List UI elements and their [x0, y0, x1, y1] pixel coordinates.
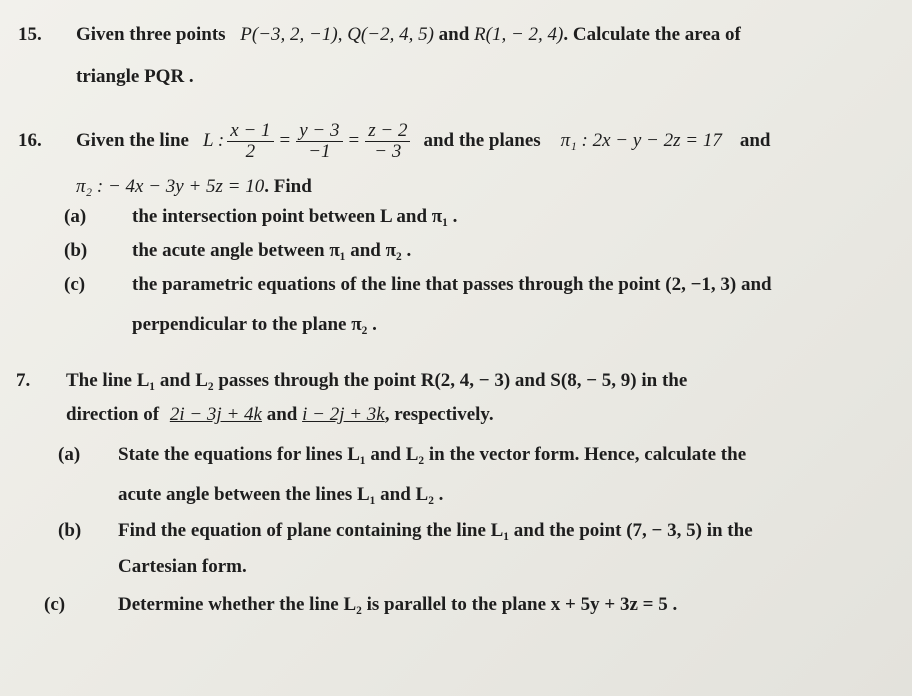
vector-1: 2i − 3j + 4k: [169, 404, 262, 425]
q7-b-label: (b): [58, 520, 82, 541]
q16-planes: and the planes: [423, 130, 541, 151]
q16-b-label: (b): [64, 240, 88, 261]
q16-a-text: the intersection point between L and π₁ .: [132, 206, 458, 227]
question-15-number: 15.: [18, 24, 42, 45]
plane-pi2-line: [76, 176, 312, 198]
point-r: R(1, − 2, 4): [474, 24, 564, 45]
q7-direction-line: [66, 404, 494, 426]
q7-and: and: [266, 404, 298, 425]
q16-a-label: (a): [64, 206, 87, 227]
q15-triangle: triangle PQR .: [76, 66, 194, 87]
q7-b-text: Find the equation of plane containing the line L₁ and the point (7, − 3, 5) in the: [118, 520, 753, 541]
q15-and: and: [438, 24, 470, 45]
q7-b-text2: Cartesian form.: [118, 556, 247, 577]
fraction-x: $\frac{x - 1}{2}$: [227, 121, 273, 162]
point-p: P(−3, 2, −1): [240, 24, 338, 45]
q7-a-text: State the equations for lines L₁ and L₂ in the vector form. Hence, calculate the: [118, 444, 747, 465]
q16-find: . Find: [264, 176, 312, 197]
q7-c-text: Determine whether the line L₂ is parallel to the plane x + 5y + 3z = 5 .: [118, 594, 678, 615]
line-l-label: L :: [202, 130, 225, 151]
plane-pi2: π₂ : − 4x − 3y + 5z = 10: [76, 176, 265, 197]
q7-c-label: (c): [44, 594, 66, 615]
q7-resp: , respectively.: [384, 404, 494, 425]
point-q: Q(−2, 4, 5): [347, 24, 434, 45]
q7-a-label: (a): [58, 444, 81, 465]
fraction-z: $\frac{z - 2}{- 3}$: [365, 121, 410, 162]
q7-a-text2: acute angle between the lines L₁ and L₂ .: [118, 484, 444, 505]
q15-intro: Given three points: [76, 24, 226, 45]
q15-calc: . Calculate the area of: [563, 24, 741, 45]
question-7-number: 7.: [16, 370, 31, 391]
q16-c-label: (c): [64, 274, 86, 295]
plane-pi1: π₁ : 2x − y − 2z = 17: [560, 130, 722, 151]
question-16-number: 16.: [18, 130, 42, 151]
q16-b-text: the acute angle between π₁ and π₂ .: [132, 240, 412, 261]
q7-direction: direction of: [66, 404, 160, 425]
q16-c-text2: perpendicular to the plane π₂ .: [132, 314, 377, 335]
question-15-text: Given three points P(−3, 2, −1), Q(−2, 4, 5) and R(1, − 2, 4). Calculate the area of: [76, 24, 741, 45]
q16-c-text: the parametric equations of the line that passes through the point (2, −1, 3) and: [132, 274, 772, 295]
vector-2: i − 2j + 3k: [302, 404, 385, 425]
question-16-line-eq: Given the line L : $\frac{x - 1}{2}$ = $\frac{y - 3}{-1}$ = $\frac{z - 2}{- 3}$ and the planes π₁ : 2x − y − 2z = 17 and: [76, 119, 771, 162]
q7-text1: The line L₁ and L₂ passes through the point R(2, 4, − 3) and S(8, − 5, 9) in the: [66, 370, 688, 391]
q16-intro: Given the line: [76, 130, 189, 151]
q16-and: and: [739, 130, 771, 151]
fraction-y: $\frac{y - 3}{-1}$: [296, 121, 342, 162]
